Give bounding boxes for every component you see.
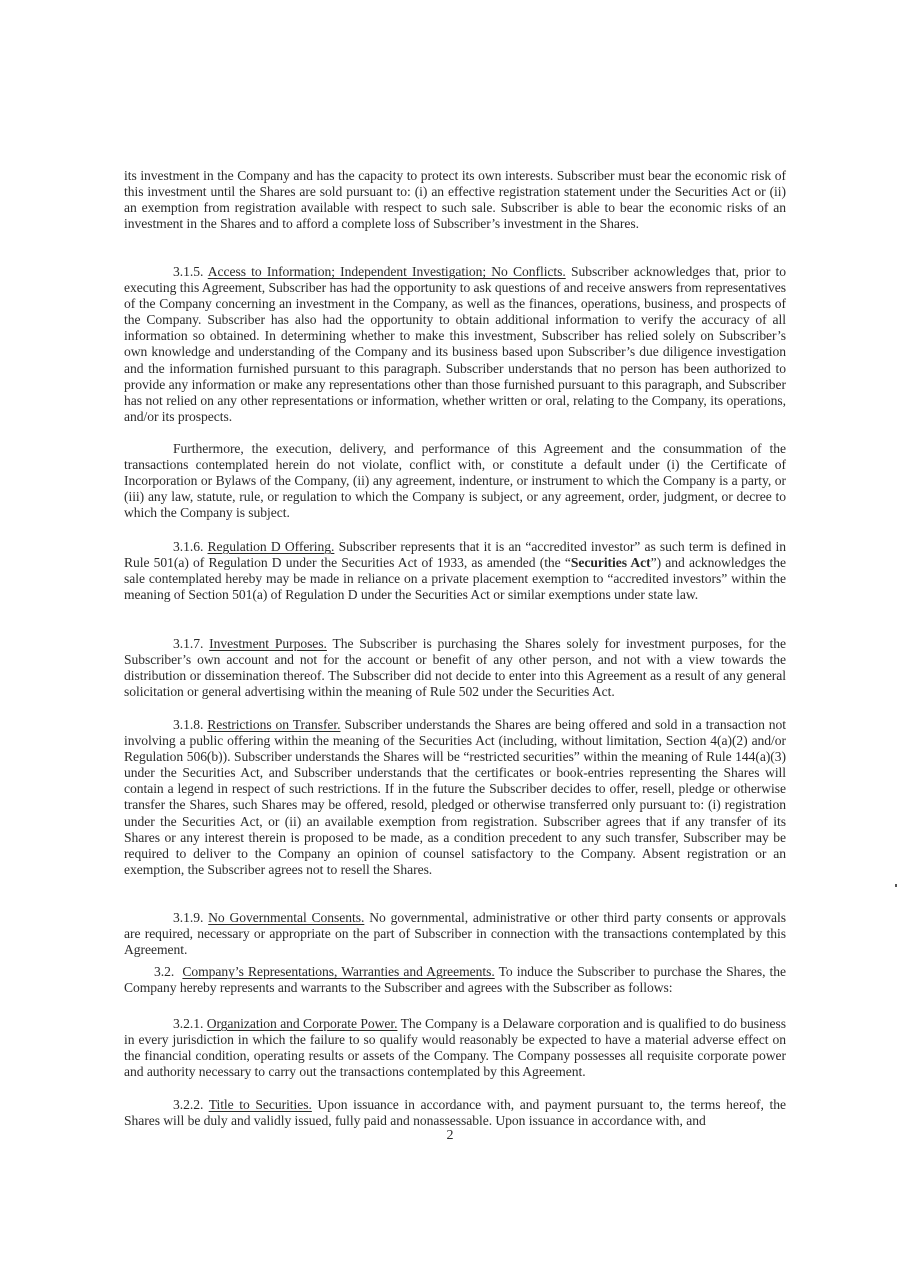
section-text: To induce the Subscriber to purchase the Shares, the Company hereby represents and warrants to the Subscriber and agrees with the Subscriber as follows: [124,964,786,996]
section-text: Subscriber understands the Shares are being offered and sold in a transaction not involving a public offering within the meaning of the Securities Act (including, without limitation, Section 4(a)(2) and/or Regulation 506(b)). Subscriber understands the Shares will be “restricted securities” within the meaning of Rule 144(a)(3) under the Securities Act, and Subscriber understands that the certificates or book-entries representing the Shares will contain a legend in respect of such restrictions. If in the future the Subscriber decides to offer, resell, pledge or otherwise transfer the Shares, such Shares may be offered, resold, pledged or otherwise transferred only pursuant to: (i) registration under the Securities Act, or (ii) an available exemption from registration. Subscriber agrees that if any transfer of its Shares or any interest therein is proposed to be made, as a condition precedent to any such transfer, Subscriber may be required to deliver to the Company an opinion of counsel satisfactory to the Company. Absent registration or an exemption, the Subscriber agrees not to resell the Shares. [124,717,786,877]
section-number: 3.2. [154,964,175,979]
section-heading: Regulation D Offering. [207,539,335,554]
scan-artifact [895,884,897,887]
page-number: 2 [446,1128,454,1143]
section-heading: Access to Information; Independent Investigation; No Conflicts. [207,264,566,279]
section-text: The Company is a Delaware corporation and is qualified to do business in every jurisdiction in which the failure to so qualify would reasonably be expected to have a material adverse effect on the financial condition, operating results or assets of the Company. The Company possesses all requisite corporate power and authority necessary to carry out the transactions contemplated by this Agreement. [124,1016,786,1080]
section-3-2-1 [124,1016,786,1080]
section-heading: Title to Securities. [208,1097,312,1112]
section-heading: Investment Purposes. [209,636,327,651]
section-heading: No Governmental Consents. [208,910,365,925]
section-number: 3.1.8. [173,717,204,732]
section-3-1-6 [124,539,786,603]
section-text: No governmental, administrative or other third party consents or approvals are required, necessary or appropriate on the part of Subscriber in connection with the transactions contemplated by this Agreement. [124,910,786,958]
section-heading: Company’s Representations, Warranties and Agreements. [182,964,495,979]
section-3-1-8 [124,717,786,878]
section-3-2 [124,964,786,996]
section-number: 3.1.5. [173,264,204,279]
section-number: 3.1.9. [173,910,204,925]
section-text: Subscriber acknowledges that, prior to executing this Agreement, Subscriber has had the opportunity to ask questions of and receive answers from representatives of the Company concerning an investment in the Company, as well as the finances, operations, business, and prospects of the Company. Subscriber has also had the opportunity to obtain additional information to verify the accuracy of all information so obtained. In determining whether to make this investment, Subscriber has relied solely on Subscriber’s own knowledge and understanding of the Company and its business based upon Subscriber’s due diligence investigation and the information furnished pursuant to this paragraph. Subscriber understands that no person has been authorized to provide any information or make any representations other than those furnished pursuant to this paragraph, and Subscriber has not relied on any other representations or information, whether written or oral, relating to the Company, its operations, and/or its prospects. [124,264,787,424]
section-text-continued: ”) and acknowledges the sale contemplated hereby may be made in reliance on a private placement exemption to “accredited investors” within the meaning of Section 501(a) of Regulation D under the Securities Act or similar exemptions under state law. [124,555,787,603]
section-number: 3.1.7. [173,636,204,651]
paragraph-continued [124,168,786,232]
section-3-1-5 [124,264,786,425]
section-heading: Organization and Corporate Power. [206,1016,398,1031]
defined-term: Securities Act [570,555,651,571]
section-3-1-9 [124,910,786,958]
section-3-1-7 [124,636,786,700]
section-number: 3.2.2. [173,1097,204,1112]
section-3-2-2 [124,1097,786,1129]
paragraph-furthermore [124,441,786,521]
paragraph-text: its investment in the Company and has the capacity to protect its own interests. Subscriber must bear the economic risk of this investment until the Shares are sold pursuant to: (i) an effective registration statement under the Securities Act or (ii) an exemption from registration available with respect to such sale. Subscriber is able to bear the economic risks of an investment in the Shares and to afford a complete loss of Subscriber’s investment in the Shares. [124,168,786,232]
paragraph-text: Furthermore, the execution, delivery, and performance of this Agreement and the consummation of the transactions contemplated herein do not violate, conflict with, or constitute a default under (i) the Certificate of Incorporation or Bylaws of the Company, (ii) any agreement, indenture, or instrument to which the Company is a party, or (iii) any law, statute, rule, or regulation to which the Company is subject, or any agreement, order, judgment, or decree to which the Company is subject. [124,441,786,521]
section-text: Subscriber represents that it is an “accredited investor” as such term is defined in Rule 501(a) of Regulation D under the Securities Act of 1933, as amended (the “ [124,539,787,571]
section-number: 3.1.6. [173,539,204,554]
section-heading: Restrictions on Transfer. [207,717,341,732]
section-text: The Subscriber is purchasing the Shares solely for investment purposes, for the Subscriber’s own account and not for the account or benefit of any other person, and not with a view towards the distribution or dissemination thereof. The Subscriber did not decide to enter into this Agreement as a result of any general solicitation or general advertising within the meaning of Rule 502 under the Securities Act. [124,636,787,700]
section-text: Upon issuance in accordance with, and payment pursuant to, the terms hereof, the Shares will be duly and validly issued, fully paid and nonassessable. Upon issuance in accordance with, and [124,1097,786,1129]
section-number: 3.2.1. [173,1016,204,1031]
